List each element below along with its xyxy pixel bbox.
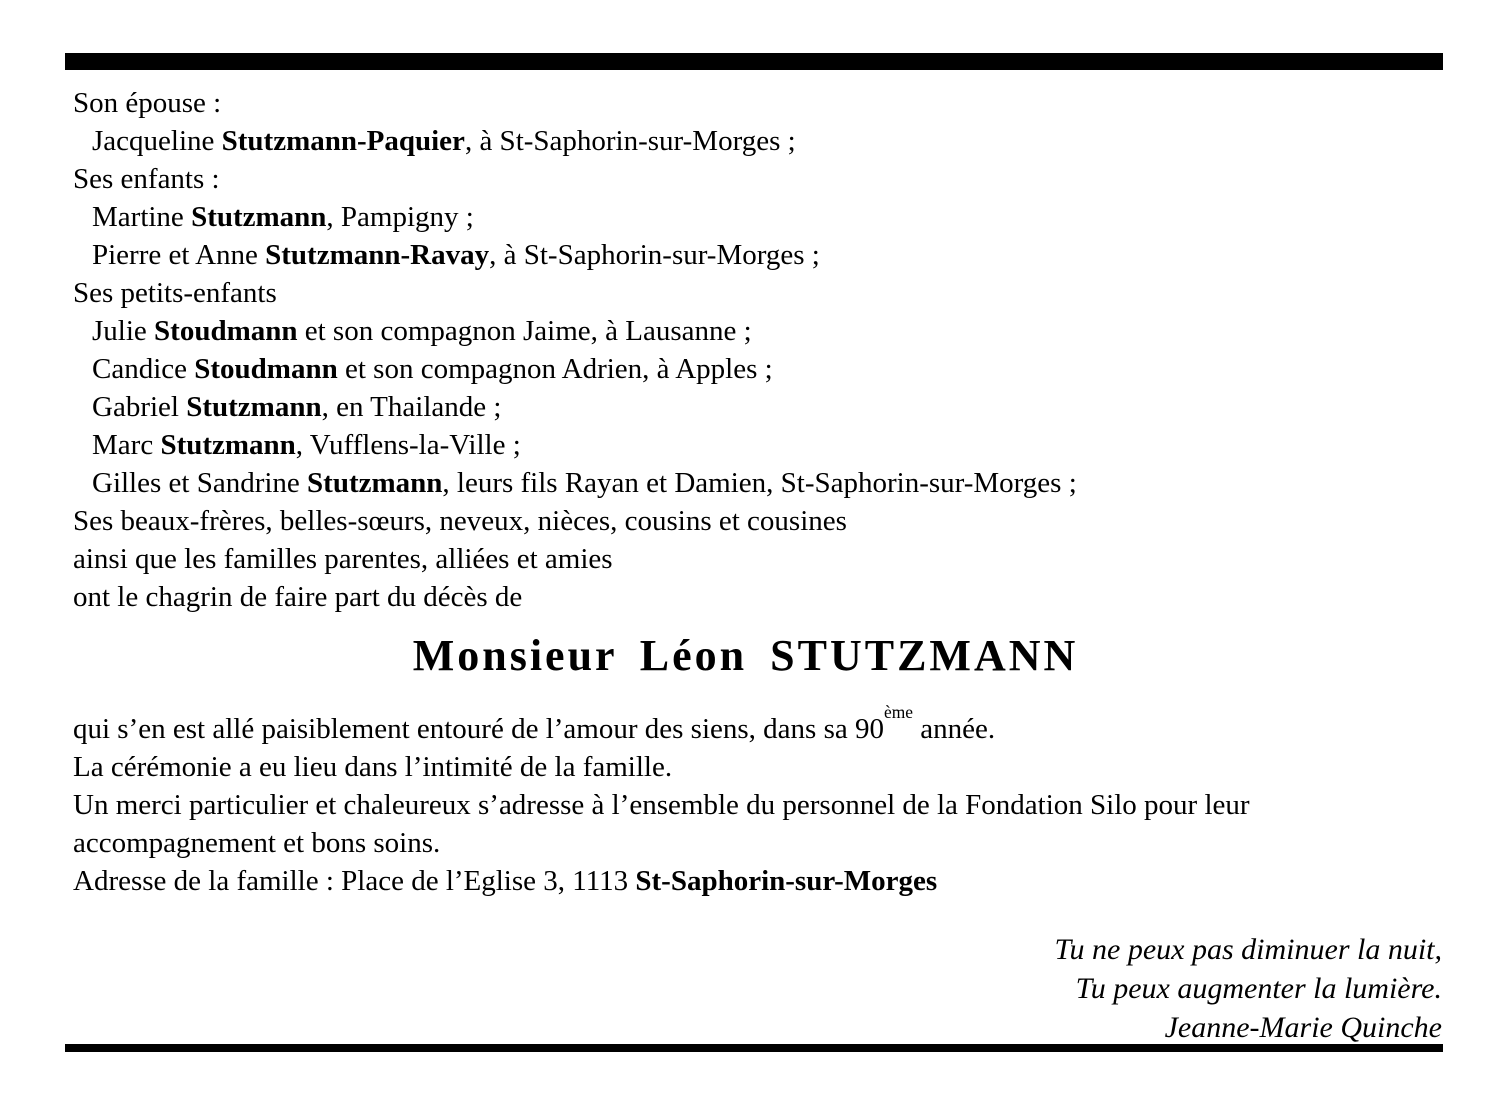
bottom-rule xyxy=(65,1044,1443,1052)
bold-name-segment: Stutzmann xyxy=(186,391,322,423)
text-line xyxy=(73,748,1418,786)
announcement-text xyxy=(73,84,1418,900)
text-segment: Ses beaux-frères, belles-sœurs, neveux, nièces, cousins et cousines xyxy=(73,505,847,537)
deceased-name-title: Monsieur Léon STUTZMANN xyxy=(412,631,1079,680)
text-segment: Gilles et Sandrine xyxy=(92,467,308,499)
text-line xyxy=(73,274,1418,312)
text-line xyxy=(73,701,1418,748)
bold-name-segment: Stoudmann xyxy=(154,315,298,347)
text-segment: , en Thailande ; xyxy=(321,391,502,423)
text-line xyxy=(73,578,1418,616)
text-segment: Julie xyxy=(92,315,155,347)
text-segment: Ses petits-enfants xyxy=(73,277,277,309)
text-segment: accompagnement et bons soins. xyxy=(73,827,441,859)
text-segment: et son compagnon Adrien, à Apples ; xyxy=(337,353,773,385)
text-segment: ainsi que les familles parentes, alliées et amies xyxy=(73,543,613,575)
text-line xyxy=(73,862,1418,900)
text-line xyxy=(73,198,1418,236)
quote-author: Jeanne-Marie Quinche xyxy=(1164,1011,1442,1044)
quote-line: Tu ne peux pas diminuer la nuit, xyxy=(1054,933,1442,966)
text-segment: qui s’en est allé paisiblement entouré de l’amour des siens, dans sa 90 xyxy=(73,713,884,745)
text-segment: Jacqueline xyxy=(92,125,222,157)
memorial-quote xyxy=(1055,930,1442,1047)
text-segment: et son compagnon Jaime, à Lausanne ; xyxy=(297,315,752,347)
bold-name-segment: St-Saphorin-sur-Morges xyxy=(635,865,938,897)
text-segment: Marc xyxy=(92,429,161,461)
bold-name-segment: Stoudmann xyxy=(194,353,338,385)
text-segment: Son épouse : xyxy=(73,87,222,119)
text-segment: ont le chagrin de faire part du décès de xyxy=(73,581,523,613)
text-line xyxy=(73,160,1418,198)
text-line xyxy=(73,464,1418,502)
text-segment: , Vufflens-la-Ville ; xyxy=(295,429,521,461)
text-line xyxy=(73,388,1418,426)
text-segment: La cérémonie a eu lieu dans l’intimité de la famille. xyxy=(73,751,673,783)
text-segment: Gabriel xyxy=(92,391,187,423)
text-segment: Candice xyxy=(92,353,195,385)
ordinal-superscript: ème xyxy=(883,701,913,722)
text-line xyxy=(73,426,1418,464)
text-segment: Adresse de la famille : Place de l’Eglise 3, 1113 xyxy=(73,865,636,897)
text-segment: , à St-Saphorin-sur-Morges ; xyxy=(489,239,820,271)
bold-name-segment: Stutzmann xyxy=(191,201,327,233)
text-segment: , à St-Saphorin-sur-Morges ; xyxy=(464,125,796,157)
text-segment: , leurs fils Rayan et Damien, St-Saphorin-sur-Morges ; xyxy=(442,467,1077,499)
text-line xyxy=(73,236,1418,274)
text-line xyxy=(73,824,1418,862)
text-segment: Ses enfants : xyxy=(73,163,220,195)
text-line xyxy=(73,122,1418,160)
text-line xyxy=(73,502,1418,540)
text-line xyxy=(73,350,1418,388)
announcement-body-lines xyxy=(73,701,1418,900)
text-line xyxy=(73,786,1418,824)
bold-name-segment: Stutzmann xyxy=(160,429,296,461)
top-rule xyxy=(65,53,1443,70)
text-segment: Un merci particulier et chaleureux s’adresse à l’ensemble du personnel de la Fondation Silo pour leur xyxy=(73,789,1250,821)
text-line xyxy=(73,312,1418,350)
text-segment: année. xyxy=(912,713,996,745)
quote-line: Tu peux augmenter la lumière. xyxy=(1075,972,1442,1005)
text-segment: Pierre et Anne xyxy=(92,239,266,271)
text-segment: Martine xyxy=(92,201,192,233)
text-segment: , Pampigny ; xyxy=(326,201,474,233)
bold-name-segment: Stutzmann-Ravay xyxy=(265,239,490,271)
text-line xyxy=(73,540,1418,578)
family-intro-lines xyxy=(73,84,1418,616)
text-line xyxy=(73,84,1418,122)
bold-name-segment: Stutzmann-Paquier xyxy=(221,125,465,157)
bold-name-segment: Stutzmann xyxy=(307,467,443,499)
